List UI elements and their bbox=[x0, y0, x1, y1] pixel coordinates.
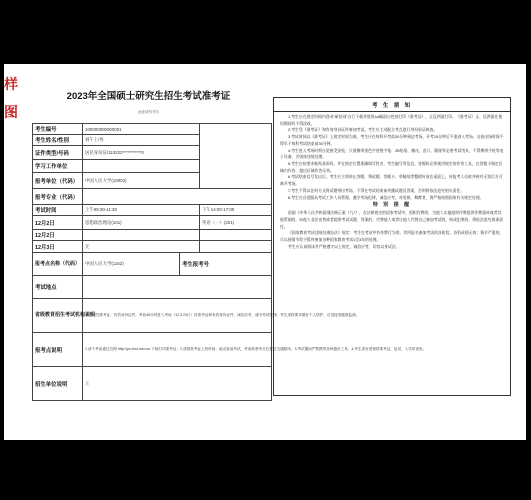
row-ticket-no bbox=[33, 124, 272, 135]
row-apply-major bbox=[33, 189, 272, 205]
label-exam-site: 考试地点 bbox=[33, 276, 83, 299]
label-day1: 12月2日 bbox=[33, 216, 83, 230]
notice-paragraph: 7.考生不得以任何方式将试题带出考场，不得在考试结束前传播试题及答案，否则将依法追究相关责任。 bbox=[288, 188, 465, 193]
notice-paragraph: 4.考生进入考场时须自觉接受安检，只准携带黑色字迹签字笔、2B铅笔、橡皮、直尺、圆规等必要考试用具，不得携带手机等电子设备，否则按违规处理。 bbox=[280, 148, 504, 160]
notice-paragraph: 2.考生凭《准考证》和有效身份证件参加考试。考生应主动配合考点进行身份验证核查。 bbox=[288, 128, 438, 133]
notice-paragraph: 3.考试时间以《准考证》上规定时间为准。考生应在每科开考前20分钟到达考场，开考15分钟后不准进入考场。交卷出场时间不得早于每科考试结束前30分钟。 bbox=[280, 135, 504, 146]
label-org-info: 省级教育招生考试机构说明 bbox=[33, 299, 83, 333]
sample-stamp-char-1: 样 bbox=[4, 77, 18, 93]
notice-paragraph: 6.考试结束信号发出后，考生应立即停止答题，将试题、答题卡、草稿纸等整理好放在桌面上，待监考人员收齐核对无误后方可离开考场。 bbox=[280, 175, 503, 187]
value-id-no: 居民身份证/110222***********0 bbox=[83, 146, 200, 160]
warning-paragraph: 依据《中华人民共和国刑法修正案（九）》，在法律规定的国家考试中，组织作弊的，为他人实施组织作弊提供作弊器材或者其他帮助的，向他人非法出售或者提供考试试题、答案的，代替他人或者让他人代替自己参加考试的，构成犯罪的，将依法追究刑事责任。 bbox=[280, 211, 503, 229]
exam-time-am: 上午08:30-11:30 bbox=[83, 205, 200, 216]
row-exam-point bbox=[33, 253, 272, 276]
day1-am-subject: 思想政治理论(101) bbox=[83, 216, 200, 230]
row-day1 bbox=[33, 216, 272, 230]
candidate-notice-box bbox=[273, 97, 511, 396]
value-exam-site bbox=[83, 276, 272, 299]
day3-am-subject: 无 bbox=[83, 241, 200, 253]
row-site-info bbox=[33, 333, 272, 367]
warning-paragraph: 考生应认真阅读并严格遵守以上规定，诚信应考，切勿以身试法。 bbox=[288, 244, 400, 249]
day1-pm-subject: 英语（一）(201) bbox=[200, 216, 272, 230]
notice-paragraph: 8.考生应自觉服从考试工作人员管理，遵守考场纪律，诚信应考。对违规、舞弊者，将严格按照国家有关规定处理。 bbox=[288, 195, 484, 200]
label-day2: 12月2日 bbox=[33, 230, 83, 241]
row-org-info bbox=[33, 299, 272, 333]
document-title: 2023年全国硕士研究生招生考试准考证 bbox=[66, 91, 231, 102]
value-apply-unit: 中国人民大学(10002) bbox=[83, 173, 200, 189]
row-day2 bbox=[33, 230, 272, 241]
day3-pm-subject bbox=[200, 241, 272, 253]
label-seat-no: 考生报考号 bbox=[180, 253, 272, 276]
value-name-gender: 刘午上/男 bbox=[83, 135, 200, 146]
notice-divider bbox=[274, 111, 510, 112]
label-work-unit: 学习工作单位 bbox=[33, 160, 83, 173]
label-exam-time: 考试时间 bbox=[33, 205, 83, 216]
label-apply-major: 报考专业（代码） bbox=[33, 189, 83, 205]
value-apply-major bbox=[83, 189, 272, 205]
label-exam-point: 报考点名称（代码） bbox=[33, 253, 83, 276]
exam-time-pm: 下午14:00-17:00 bbox=[200, 205, 272, 216]
row-exam-site bbox=[33, 276, 272, 299]
value-work-unit bbox=[83, 160, 200, 173]
notice-title: 考 生 须 知 bbox=[371, 103, 413, 109]
value-org-info: 考生须凭准考证、有效身份证件，考前45分钟进入考场（12月23日）持准考证和有效身份证件，诚信应考，遵守考试纪律。考生须按要求做好个人防护，自觉接受健康监测。 bbox=[83, 299, 272, 333]
value-exam-point: 中国人民大学(1162) bbox=[83, 253, 180, 276]
document-subtitle: 此处请勿书写 bbox=[138, 110, 159, 114]
value-site-info: 1.请于考前通过官网 http://yz.chsi.com.cn 下载打印准考证；2.请按准考证上的时间、地点参加考试，考前熟悉考点位置及交通路线；3.考试期间严禁携带各种通讯工具；4.考生须妥善保管准考证，复试、入学时查验。 bbox=[83, 333, 272, 367]
notice-paragraph: 5.考生应按要求粘贴条形码，并在规定位置准确填写姓名、考生编号等信息。答题时必须使用规定的作答工具，在答题卡指定区域内作答，超出区域作答无效。 bbox=[280, 162, 503, 173]
day2-am-subject bbox=[83, 230, 200, 241]
row-unit-info bbox=[33, 367, 272, 401]
admission-ticket-paper bbox=[4, 64, 526, 440]
label-apply-unit: 报考单位（代码） bbox=[33, 173, 83, 189]
row-exam-time bbox=[33, 205, 272, 216]
label-id-no: 证件类型/号码 bbox=[33, 146, 83, 160]
photo-area bbox=[200, 124, 272, 189]
label-site-info: 报考点说明 bbox=[33, 333, 83, 367]
day2-pm-subject bbox=[200, 230, 272, 241]
label-day3: 12月3日 bbox=[33, 241, 83, 253]
sample-stamp-char-2: 图 bbox=[4, 105, 18, 121]
value-unit-info: 无 bbox=[83, 367, 272, 401]
label-ticket-no: 考生编号 bbox=[33, 124, 83, 135]
row-day3 bbox=[33, 241, 272, 253]
label-unit-info: 招生单位说明 bbox=[33, 367, 83, 401]
value-ticket-no: 100000000000001 bbox=[83, 124, 200, 135]
warning-paragraph: 《国家教育考试违规处理办法》规定：考生在考试中有作弊行为的，其所报名参加考试的各阶段、各科成绩无效；情节严重的，可以视情节给予暂停参加各种国家教育考试1至3年的处理。 bbox=[280, 231, 504, 242]
notice-paragraph: 1.考生应在规定时间内登录“研招网”自行下载并使用A4幅面白色纸打印《准考证》，正反两面打印。《准考证》正、反两面在使用期间均不得涂改。 bbox=[280, 115, 503, 126]
label-name-gender: 考生姓名/性别 bbox=[33, 135, 83, 146]
notice-body bbox=[280, 114, 504, 250]
warning-title: 特 别 提 醒 bbox=[372, 202, 412, 209]
